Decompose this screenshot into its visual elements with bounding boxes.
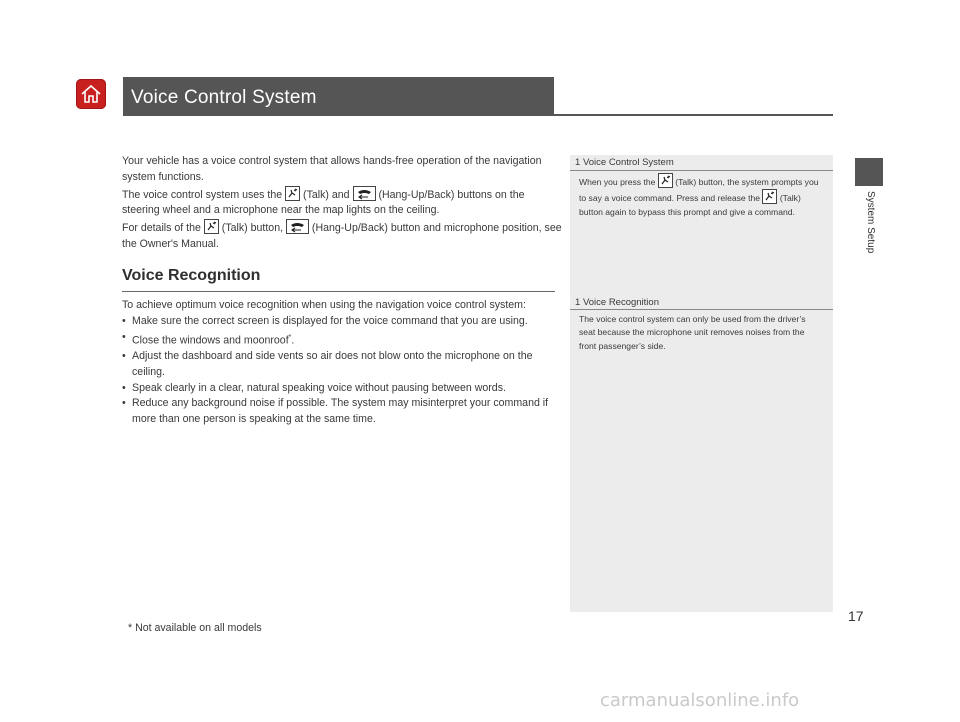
note-text-part: When you press the xyxy=(579,177,658,187)
hang-up-back-icon xyxy=(353,186,376,201)
list-item-text: Speak clearly in a clear, natural speaking voice without pausing between words. xyxy=(132,381,506,394)
intro-line-3 xyxy=(122,219,562,253)
section-heading: Voice Recognition xyxy=(122,267,261,284)
list-item: • Adjust the dashboard and side vents so air does not blow onto the microphone on the ceiling. xyxy=(122,349,533,378)
note-divider xyxy=(570,309,833,310)
intro-paragraph xyxy=(122,154,562,253)
list-item-text: . xyxy=(291,334,295,347)
home-icon xyxy=(79,82,103,106)
page-number: 17 xyxy=(848,608,864,624)
intro-text: For details of the xyxy=(122,222,204,235)
voice-recognition-body xyxy=(122,298,562,428)
section-divider xyxy=(122,291,555,292)
section-tab[interactable] xyxy=(855,158,883,186)
talk-icon xyxy=(658,173,673,188)
page-title: Voice Control System xyxy=(131,87,317,108)
list-item-text: Make sure the correct screen is displayed for the voice command that you are using. xyxy=(132,314,528,327)
note-body xyxy=(579,173,823,219)
note-marker: 1 xyxy=(575,297,581,308)
intro-line-1: Your vehicle has a voice control system that allows hands-free operation of the navigation system functions. xyxy=(122,155,542,183)
note-divider xyxy=(570,170,833,171)
footnote-marker: * xyxy=(288,333,292,341)
intro-text: (Hang-Up/Back) buttons on the steering wheel and a microphone near the map lights on the ceiling. xyxy=(122,188,525,217)
intro-text: (Talk) and xyxy=(300,188,353,201)
tips-list xyxy=(122,314,562,428)
note-text-part: (Talk) button again to bypass this prompt and give a command. xyxy=(579,193,801,217)
footnote: * Not available on all models xyxy=(128,622,262,634)
note-title xyxy=(575,297,659,308)
list-item: • Reduce any background noise if possible. The system may misinterpret your command if more than one person is speaking at the same time. xyxy=(122,397,549,426)
intro-text: The voice control system uses the xyxy=(122,188,286,201)
list-item: • Speak clearly in a clear, natural speaking voice without pausing between words. xyxy=(122,381,506,394)
note-text-part: (Talk) button, the system prompts you to say a voice command. Press and release the xyxy=(579,177,819,204)
talk-icon xyxy=(762,189,777,204)
intro-text: (Talk) button, xyxy=(218,222,286,235)
note-text: The voice control system can only be used from the driver’s seat because the microphone unit removes noises from the front passenger’s side. xyxy=(579,314,806,351)
sidebar-notes xyxy=(570,155,833,612)
note-title xyxy=(575,157,674,168)
home-button[interactable] xyxy=(76,79,106,109)
talk-icon xyxy=(285,186,300,201)
talk-icon xyxy=(204,219,219,234)
section-tab-label: System Setup xyxy=(865,191,876,254)
note-text xyxy=(579,173,823,219)
title-bar xyxy=(123,77,554,114)
title-underline xyxy=(123,114,833,116)
note-body xyxy=(579,313,823,353)
intro-line-2 xyxy=(122,186,562,220)
voice-recognition-lead: To achieve optimum voice recognition when using the navigation voice control system: xyxy=(122,299,526,311)
intro-text: (Hang-Up/Back) button and microphone position, see the Owner's Manual. xyxy=(122,222,562,250)
note-marker: 1 xyxy=(575,157,581,168)
note-title-text: Voice Recognition xyxy=(582,297,659,308)
list-item-text: Close the windows and moonroof xyxy=(132,334,289,347)
list-item: • Make sure the correct screen is displayed for the voice command that you are using. xyxy=(122,314,528,327)
hang-up-back-icon xyxy=(286,219,309,234)
list-item: • Close the windows and moonroof*. xyxy=(122,330,295,347)
watermark: carmanualsonline.info xyxy=(600,690,800,711)
list-item-text: Reduce any background noise if possible. The system may misinterpret your command if more than one person is speaking at the same time. xyxy=(132,397,549,426)
note-title-text: Voice Control System xyxy=(582,157,674,168)
list-item-text: Adjust the dashboard and side vents so air does not blow onto the microphone on the ceiling. xyxy=(132,349,533,378)
